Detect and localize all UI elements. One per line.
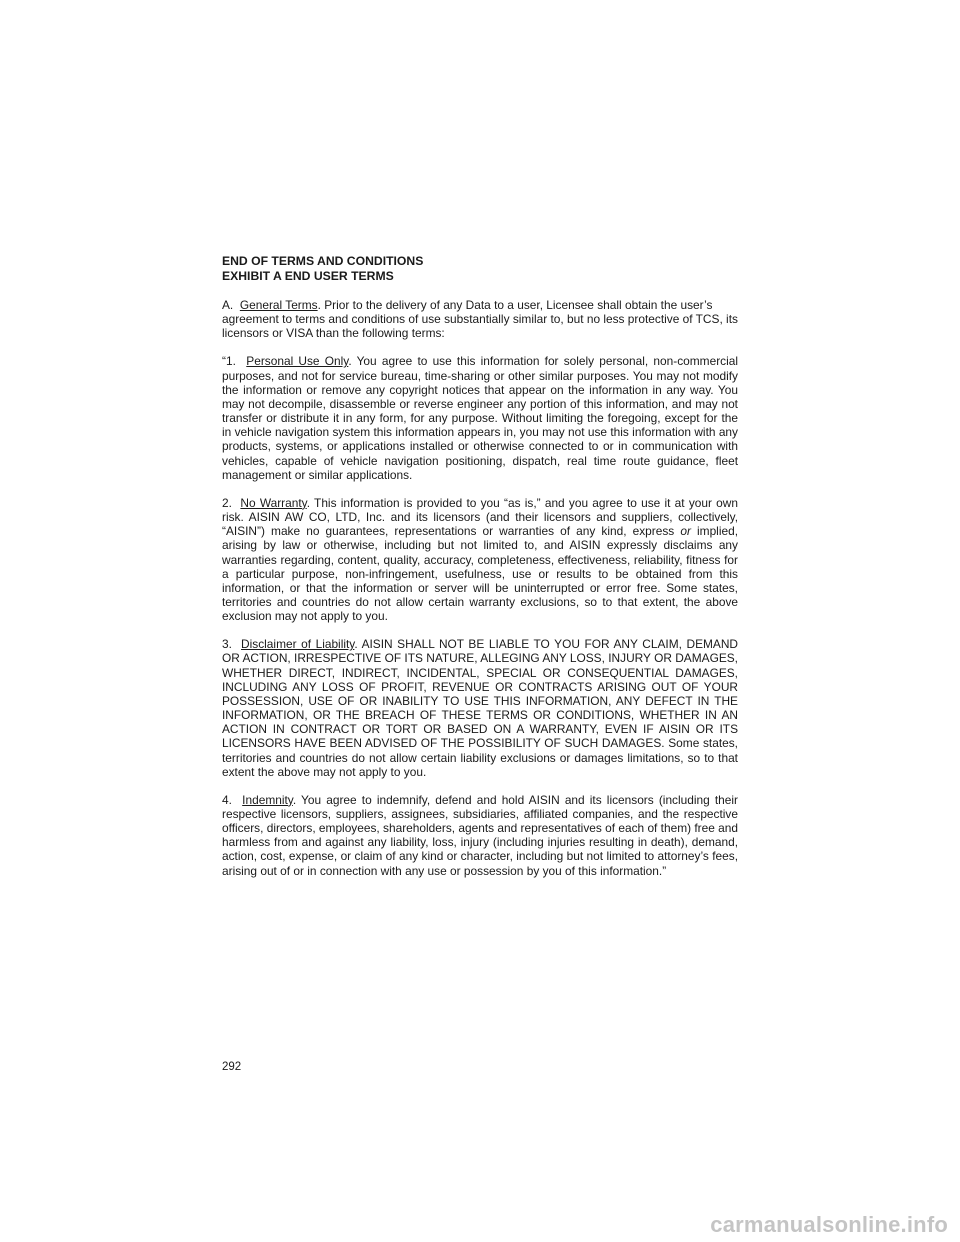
section-4-title: Indemnity xyxy=(242,792,293,807)
section-3-text: . AISIN SHALL NOT BE LIABLE TO YOU FOR ANY CLAIM, DEMAND OR ACTION, IRRESPECTIVE OF ITS NATURE, ALLEGING ANY LOSS, INJURY OR DAMAGES, WHETHER DIRECT, INDIRECT, INCIDENTAL, SPECIAL OR CONSEQUENTIAL DAMAGES, INCLUDING ANY LOSS OF PROFIT, REVENUE OR CONTRACTS ARISING OUT OF YOUR POSSESSION, USE OF OR INABILITY TO USE THIS INFORMATION, ANY DEFECT IN THE INFORMATION, OR THE BREACH OF THESE TERMS OR CONDITIONS, WHETHER IN AN ACTION IN CONTRACT OR TORT OR BASED ON A WARRANTY, EVEN IF AISIN OR ITS LICENSORS HAVE BEEN ADVISED OF THE POSSIBILITY OF SUCH DAMAGES. Some states, territories and countries do not allow certain liability exclusions or damages limitations, so to that extent the above may not apply to you. xyxy=(222,637,739,779)
section-a-title: General Terms xyxy=(239,298,318,312)
section-4-indemnity xyxy=(222,793,738,878)
document-body xyxy=(222,254,738,878)
page-number: 292 xyxy=(222,1061,242,1073)
section-2-title: No Warranty xyxy=(240,495,307,510)
section-2-text-after: implied, arising by law or otherwise, including but not limited to, and AISIN expressly disclaims any warranties regarding, content, quality, accuracy, completeness, effectiveness, reliability, fitness for a particular purpose, non-infringement, usefulness, use or results to be obtained from this information, or that the information or server will be uninterrupted or error free. Some states, territories and countries do not allow certain warranty exclusions, so to that extent, the above exclusion may not apply to you. xyxy=(222,524,738,624)
section-1-text: . You agree to use this information for solely personal, non-commercial purposes, and not for service bureau, time-sharing or other similar purposes. You may not modify the information or remove any copyright notices that appear on the information in any way. You may not decompile, disassemble or reverse engineer any portion of this information, and may not transfer or distribute it in any form, for any purpose. Without limiting the foregoing, except for the in vehicle navigation system this information appears in, you may not use this information with any products, systems, or applications installed or otherwise connected to or in communication with vehicles, capable of vehicle navigation positioning, dispatch, real time route guidance, fleet management or similar applications. xyxy=(222,354,738,482)
watermark-logo: carmanualsonline.info xyxy=(710,1212,948,1237)
section-2-text-italic: or xyxy=(680,524,691,539)
section-a-general-terms xyxy=(222,298,738,340)
section-4-prefix: 4. xyxy=(222,792,232,807)
heading-end-of-terms: END OF TERMS AND CONDITIONS xyxy=(222,254,424,268)
heading-exhibit-a: EXHIBIT A END USER TERMS xyxy=(222,268,394,283)
section-4-text: . You agree to indemnify, defend and hold AISIN and its licensors (including their respective licensors, suppliers, assignees, subsidiaries, affiliated companies, and the respective officers, directors, employees, shareholders, agents and representatives of each of them) free and harmless from and against any liability, loss, injury (including injuries resulting in death), demand, action, cost, expense, or claim of any kind or character, including but not limited to attorney’s fees, arising out of or in connection with any use or possession by you of this information.” xyxy=(222,792,738,878)
section-3-disclaimer-of-liability xyxy=(222,637,738,779)
section-2-text-before: . This information is provided to you “as is,” and you agree to use it at your own risk. AISIN AW CO, LTD, Inc. and its licensors (and their licensors and suppliers, collectively, “AISIN”) make no guarantees, representations or warranties of any kind, express xyxy=(222,495,738,539)
section-3-prefix: 3. xyxy=(222,637,232,652)
section-3-title: Disclaimer of Liability xyxy=(241,637,355,652)
section-1-personal-use xyxy=(222,354,738,481)
section-a-prefix: A. xyxy=(222,298,234,312)
section-a-text: . Prior to the delivery of any Data to a user, Licensee shall obtain the user’s agreement to terms and conditions of use substantially similar to, but no less protective of TCS, its licensors or VISA than the following terms: xyxy=(222,298,738,341)
section-2-prefix: 2. xyxy=(222,495,232,510)
section-1-prefix: “1. xyxy=(222,354,236,369)
section-1-title: Personal Use Only xyxy=(246,354,349,369)
section-2-no-warranty xyxy=(222,496,738,623)
